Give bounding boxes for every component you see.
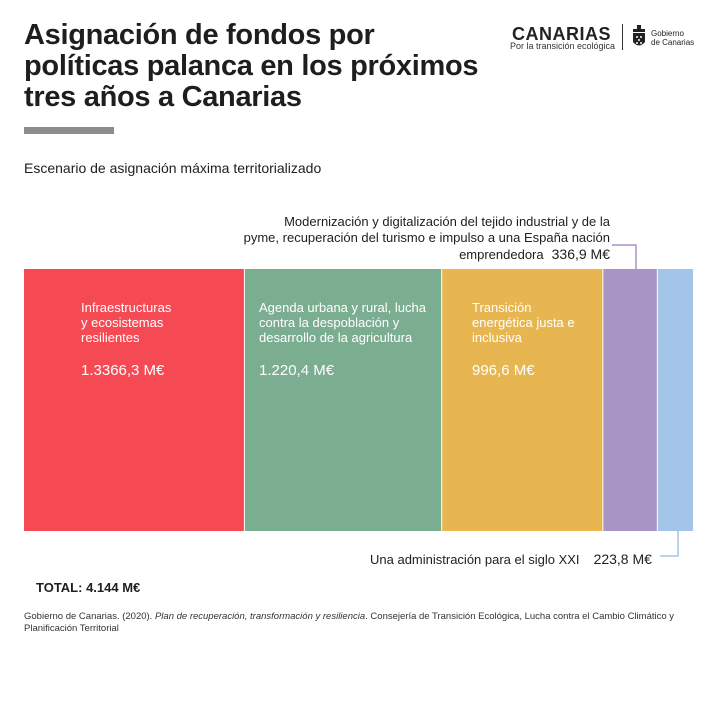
value-transicion: 996,6 M€: [472, 362, 535, 379]
logo-tagline: Por la transición ecológica: [510, 41, 616, 51]
segment-label-infraestructuras: Infraestructuras y ecosistemas resilientes: [81, 300, 172, 345]
value-administracion: 223,8 M€: [593, 551, 652, 567]
page-title: Asignación de fondos por políticas palanca en los próximos tres años a Canarias: [24, 19, 479, 113]
segment-label-transicion: Transición energética justa e inclusiva: [472, 300, 575, 345]
bar-administracion: [658, 269, 693, 531]
logo-wordmark: CANARIAS: [512, 24, 612, 44]
logo-government-text: Gobierno de Canarias: [651, 29, 695, 47]
chart-subtitle: Escenario de asignación máxima territorializado: [24, 160, 322, 176]
annotation-modernizacion: Modernización y digitalización del tejido industrial y de la pyme, recuperación del turismo e impulso a una España nación emprendedora 336,9 M€: [243, 214, 610, 262]
source-citation: Gobierno de Canarias. (2020). Plan de recuperación, transformación y resiliencia. Consejería de Transición Ecológica, Lucha contra el Cambio Climático y Planificación Territorial: [24, 611, 675, 634]
value-infraestructuras: 1.3366,3 M€: [81, 362, 165, 379]
segment-label-agenda-urbana: Agenda urbana y rural, lucha contra la despoblación y desarrollo de la agricultura: [259, 300, 426, 345]
total-label: TOTAL: 4.144 M€: [36, 580, 141, 595]
value-modernizacion: 336,9 M€: [551, 246, 610, 262]
annotation-administracion: Una administración para el siglo XXI 223,8 M€: [370, 551, 652, 567]
bar-modernizacion: [603, 269, 656, 531]
value-agenda-urbana: 1.220,4 M€: [259, 362, 335, 379]
